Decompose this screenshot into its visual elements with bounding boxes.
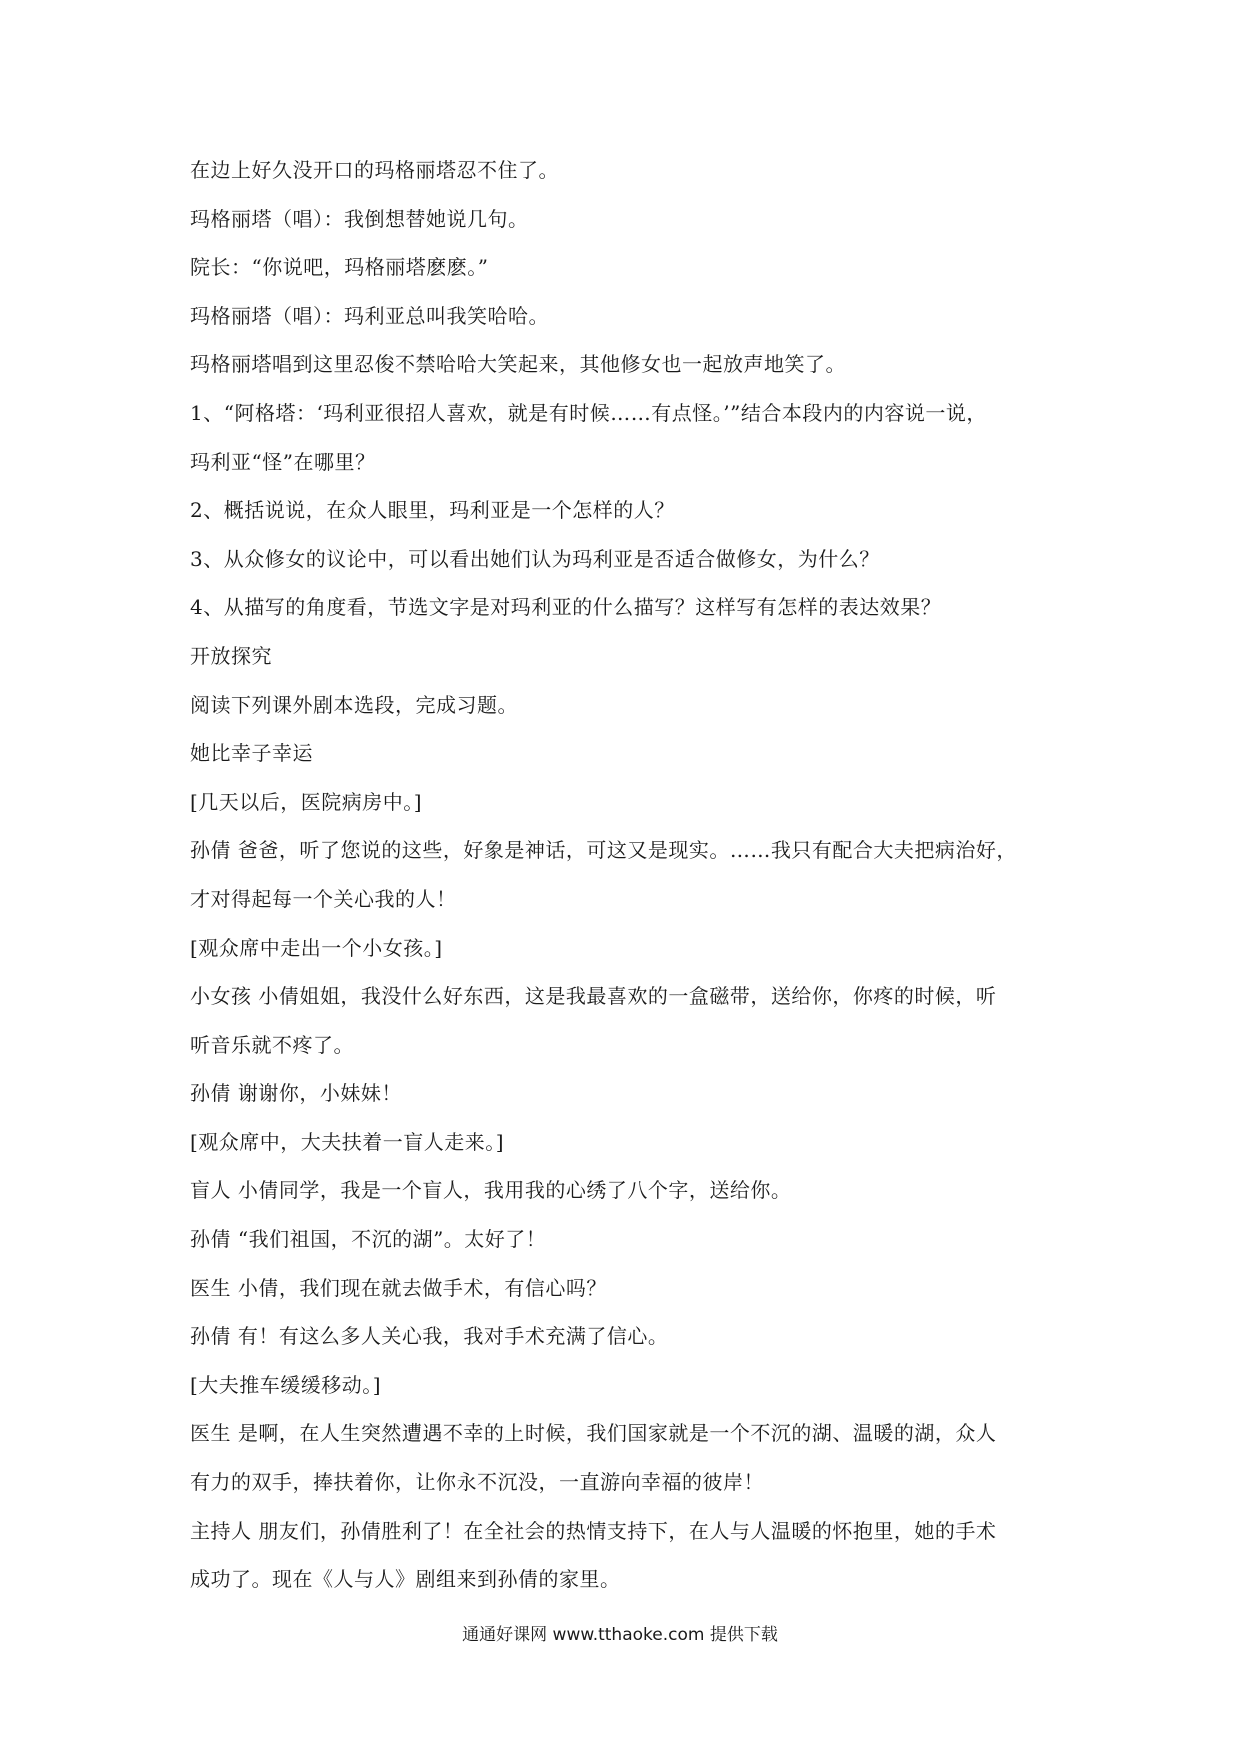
dialogue-line: 医生 小倩，我们现在就去做手术，有信心吗？: [190, 1275, 607, 1300]
question-4: 4、从描写的角度看，节选文字是对玛利亚的什么描写？这样写有怎样的表达效果？: [190, 595, 942, 620]
text-line: 在边上好久没开口的玛格丽塔忍不住了。: [190, 158, 559, 182]
text-line: 玛格丽塔（唱）：我倒想替她说几句。: [190, 206, 529, 231]
dialogue-line: 听音乐就不疼了。: [190, 1032, 354, 1057]
dialogue-line: 才对得起每一个关心我的人！: [190, 886, 457, 911]
question-1: 1、“阿格塔：‘玛利亚很招人喜欢，就是有时候……有点怪。’”结合本段内的内容说一说，: [190, 400, 987, 425]
text-line: 玛格丽塔（唱）：玛利亚总叫我笑哈哈。: [190, 303, 549, 328]
dialogue-line: 医生 是啊，在人生突然遭遇不幸的上时候，我们国家就是一个不沉的湖、温暖的湖，众人: [190, 1421, 997, 1446]
stage-direction: [观众席中，大夫扶着一盲人走来。]: [190, 1129, 505, 1154]
dialogue-line: 小女孩 小倩姐姐，我没什么好东西，这是我最喜欢的一盒磁带，送给你，你疼的时候，听: [190, 984, 997, 1009]
dialogue-line: 有力的双手，捧扶着你，让你永不沉没，一直游向幸福的彼岸！: [190, 1470, 764, 1495]
script-title: 她比幸子幸运: [190, 741, 313, 766]
dialogue-line: 孙倩 爸爸，听了您说的这些，好象是神话，可这又是现实。……我只有配合大夫把病治好，: [190, 838, 1017, 863]
dialogue-line: 孙倩 有！有这么多人关心我，我对手术充满了信心。: [190, 1324, 669, 1349]
dialogue-line: 孙倩 “我们祖国，不沉的湖”。太好了！: [190, 1227, 547, 1252]
dialogue-line: 盲人 小倩同学，我是一个盲人，我用我的心绣了八个字，送给你。: [190, 1178, 792, 1203]
dialogue-line: 主持人 朋友们，孙倩胜利了！在全社会的热情支持下，在人与人温暖的怀抱里，她的手术: [190, 1518, 997, 1543]
question-1-cont: 玛利亚“怪”在哪里？: [190, 449, 376, 474]
section-heading: 开放探究: [190, 643, 272, 668]
dialogue-line: 成功了。现在《人与人》剧组来到孙倩的家里。: [190, 1567, 621, 1592]
stage-direction: [几天以后，医院病房中。]: [190, 789, 423, 814]
question-2: 2、概括说说，在众人眼里，玛利亚是一个怎样的人？: [190, 498, 675, 523]
instruction: 阅读下列课外剧本选段，完成习题。: [190, 692, 518, 717]
stage-direction: [大夫推车缓缓移动。]: [190, 1372, 382, 1397]
page-footer: 通通好课网 www.tthaoke.com 提供下载: [462, 1625, 778, 1645]
dialogue-line: 孙倩 谢谢你，小妹妹！: [190, 1081, 402, 1106]
text-line: 院长：“你说吧，玛格丽塔麽麽。”: [190, 255, 489, 280]
stage-direction: [观众席中走出一个小女孩。]: [190, 935, 443, 960]
question-3: 3、从众修女的议论中，可以看出她们认为玛利亚是否适合做修女，为什么？: [190, 546, 880, 571]
document-body: [190, 154, 1070, 1612]
text-line: 玛格丽塔唱到这里忍俊不禁哈哈大笑起来，其他修女也一起放声地笑了。: [190, 352, 846, 377]
